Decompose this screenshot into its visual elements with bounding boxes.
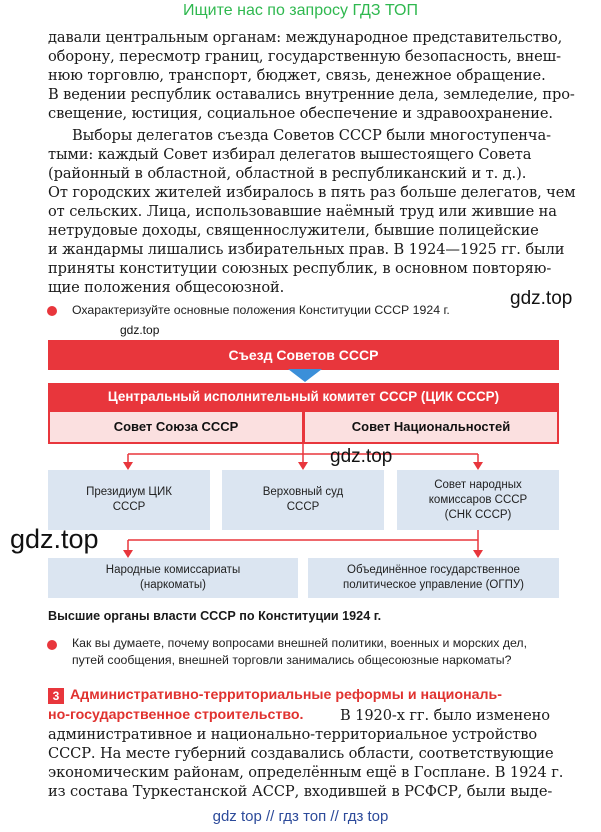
- section-number-badge: 3: [48, 688, 64, 704]
- diagram-caption: Высшие органы власти СССР по Конституции 1924 г.: [48, 609, 382, 623]
- text-line: оборону, пересмотр границ, государственную безопасность, внеш-: [48, 48, 561, 65]
- watermark: gdz.top: [120, 323, 160, 337]
- text-line: нетрудовые доходы, священнослужители, бывшие полицейские: [48, 222, 539, 239]
- text-line: приняты конституции союзных республик, в основном повторяю-: [48, 260, 552, 277]
- question-bullet-icon: [47, 640, 57, 650]
- question-text: Как вы думаете, почему вопросами внешней политики, военных и морских дел,: [72, 636, 528, 650]
- watermark: gdz.top: [510, 288, 573, 309]
- section-heading: но-государственное строительство.: [48, 707, 304, 723]
- diagram-nationalities-council: Совет Национальностей: [305, 412, 557, 442]
- question-text: Охарактеризуйте основные положения Конституции СССР 1924 г.: [72, 303, 450, 317]
- box-line: Совет народных: [434, 478, 522, 491]
- diagram-presidium-box: [48, 470, 210, 530]
- text-line: В 1920-х гг. было изменено: [340, 707, 550, 724]
- down-arrow-icon: [288, 369, 322, 383]
- text-line: из состава Туркестанской АССР, входившей в РСФСР, были выде-: [48, 783, 553, 800]
- diagram-supreme-court-box: [222, 470, 384, 530]
- section-heading: Административно-территориальные реформы и националь-: [70, 687, 502, 703]
- diagram-cec-box: Центральный исполнительный комитет СССР (ЦИК СССР): [48, 383, 559, 410]
- diagram-commissariats-box: [48, 558, 298, 598]
- text-line: свещение, юстиция, социальное обеспечение и здравоохранение.: [48, 105, 553, 122]
- box-line: (СНК СССР): [444, 508, 512, 521]
- text-line: В ведении республик оставались внутренние дела, земледелие, про-: [48, 86, 575, 103]
- box-line: (наркоматы): [140, 579, 206, 591]
- box-line: СССР: [286, 501, 320, 513]
- box-line: Президиум ЦИК: [86, 486, 172, 498]
- text-line: экономическим районам, определённым ещё в Госплане. В 1924 г.: [48, 764, 564, 781]
- text-line: и жандармы лишались избирательных прав. В 1924—1925 гг. были: [48, 241, 565, 258]
- diagram-congress-box: Съезд Советов СССР: [48, 340, 559, 370]
- text-line: нюю торговлю, транспорт, бюджет, связь, денежное обращение.: [48, 67, 546, 84]
- box-line: СССР: [112, 501, 146, 513]
- box-line: комиссаров СССР: [428, 493, 528, 506]
- diagram-snk-box: [397, 470, 559, 530]
- text-line: щие положения общесоюзной.: [48, 279, 285, 296]
- diagram-ogpu-box: [308, 558, 559, 598]
- box-line: Народные комиссариаты: [105, 564, 241, 576]
- text-line: тыми: каждый Совет избирал делегатов вышестоящего Совета: [48, 146, 532, 163]
- box-line: Верховный суд: [262, 486, 344, 498]
- box-line: Объединённое государственное: [347, 564, 520, 576]
- text-line: (районный в областной, областной в республиканский и т. д.).: [48, 165, 527, 182]
- diagram-union-council: Совет Союза СССР: [50, 412, 302, 442]
- watermark: gdz.top: [330, 446, 393, 467]
- text-line: от сельских. Лица, использовавшие наёмный труд или жившие на: [48, 203, 557, 220]
- watermark: gdz.top: [10, 524, 99, 554]
- question-text: путей сообщения, внешней торговли занимались общесоюзные наркоматы?: [72, 653, 512, 667]
- text-line: административное и национально-территориальное устройство: [48, 726, 538, 743]
- top-banner: Ищите нас по запросу ГДЗ ТОП: [183, 2, 418, 19]
- text-line: Выборы делегатов съезда Советов СССР были многоступенча-: [72, 127, 551, 144]
- text-line: СССР. На месте губерний создавались области, соответствующие: [48, 745, 554, 762]
- box-line: политическое управление (ОГПУ): [343, 579, 524, 591]
- text-line: давали центральным органам: международное представительство,: [48, 29, 563, 46]
- footer-links[interactable]: gdz top // гдз топ // гдз top: [212, 808, 389, 825]
- text-line: От городских жителей избиралось в пять раз больше делегатов, чем: [48, 184, 576, 201]
- question-bullet-icon: [47, 306, 57, 316]
